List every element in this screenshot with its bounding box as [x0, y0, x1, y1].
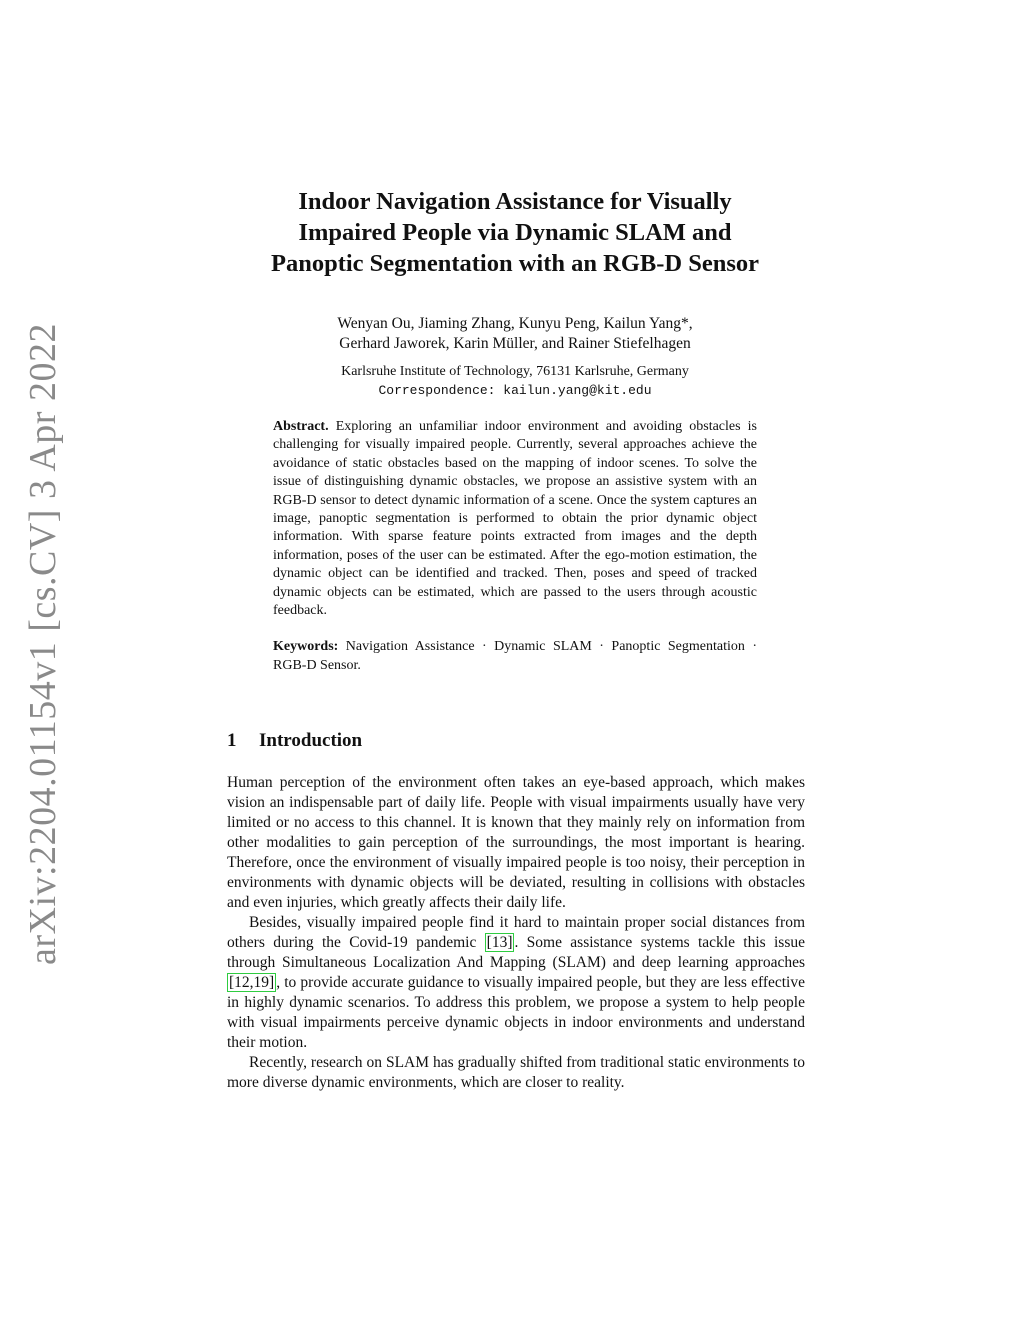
body-paragraph [227, 913, 805, 1053]
section-number: 1 [227, 730, 237, 751]
abstract-text: Exploring an unfamiliar indoor environment and avoiding obstacles is challenging for visually impaired people. Currently, several approaches achieve the avoidance of static obstacles based on the mapping of indoor scenes. To solve the issue of distinguishing dynamic obstacles, we propose an assistive system with an RGB-D sensor to detect dynamic information of a scene. Once the system captures an image, panoptic segmentation is performed to obtain the prior dynamic object information. With sparse feature points extracted from images and the depth information, poses of the user can be estimated. After the ego-motion estimation, the dynamic object can be identified and tracked. Then, poses and speed of tracked dynamic objects can be estimated, which are passed to the users through acoustic feedback. [273, 419, 757, 619]
title-line: Impaired People via Dynamic SLAM and [298, 219, 732, 246]
paragraph-text: Besides, visually impaired people find it hard to maintain proper social distances from others during the Covid-19 pandemic [227, 914, 805, 951]
body-paragraph: Human perception of the environment often takes an eye-based approach, which makes vision an indispensable part of daily life. People with visual impairments usually have very limited or no access to this channel. It is known that they mainly rely on information from other modalities to gain perception of the surroundings, the most important is hearing. Therefore, once the environment of visually impaired people is too noisy, their perception in environments with dynamic objects will be deviated, resulting in collisions with obstacles and even injuries, which greatly affects their daily life. [227, 774, 805, 911]
arxiv-side-stamp [18, 323, 68, 965]
title-line: Indoor Navigation Assistance for Visually [298, 188, 732, 215]
paper-title [220, 186, 810, 279]
paragraph-text: . Some assistance systems tackle this issue through Simultaneous Localization And Mapping (SLAM) and deep learning approaches [227, 934, 805, 971]
abstract-label: Abstract. [273, 419, 329, 434]
citation-link[interactable]: [13] [486, 934, 513, 951]
correspondence-email: Correspondence: kailun.yang@kit.edu [378, 383, 652, 398]
section-heading [227, 729, 807, 753]
affiliation: Karlsruhe Institute of Technology, 76131 Karlsruhe, Germany [341, 364, 689, 379]
abstract-block [273, 418, 757, 675]
section-title: Introduction [259, 730, 363, 751]
introduction-body [227, 773, 805, 1093]
abstract-paragraph [273, 418, 757, 620]
author-line: Wenyan Ou, Jiaming Zhang, Kunyu Peng, Kailun Yang*, [337, 315, 693, 332]
title-line: Panoptic Segmentation with an RGB-D Sensor [271, 250, 759, 277]
arxiv-stamp-text: arXiv:2204.01154v1 [cs.CV] 3 Apr 2022 [22, 323, 65, 965]
affiliation-block [240, 362, 790, 400]
citation-link[interactable]: [12,19] [229, 974, 275, 991]
paragraph-text: , to provide accurate guidance to visually impaired people, but they are less effective in highly dynamic scenarios. To address this problem, we propose a system to help people with visual impairments perceive dynamic objects in indoor environments and understand their motion. [227, 974, 805, 1051]
keywords-paragraph [273, 638, 757, 675]
keywords-text: Navigation Assistance · Dynamic SLAM · Panoptic Segmentation · RGB-D Sensor. [273, 639, 757, 673]
author-list [240, 314, 790, 354]
keywords-label: Keywords: [273, 639, 339, 655]
body-paragraph: Recently, research on SLAM has gradually shifted from traditional static environments to more diverse dynamic environments, which are closer to reality. [227, 1054, 805, 1091]
author-line: Gerhard Jaworek, Karin Müller, and Rainer Stiefelhagen [339, 335, 691, 352]
